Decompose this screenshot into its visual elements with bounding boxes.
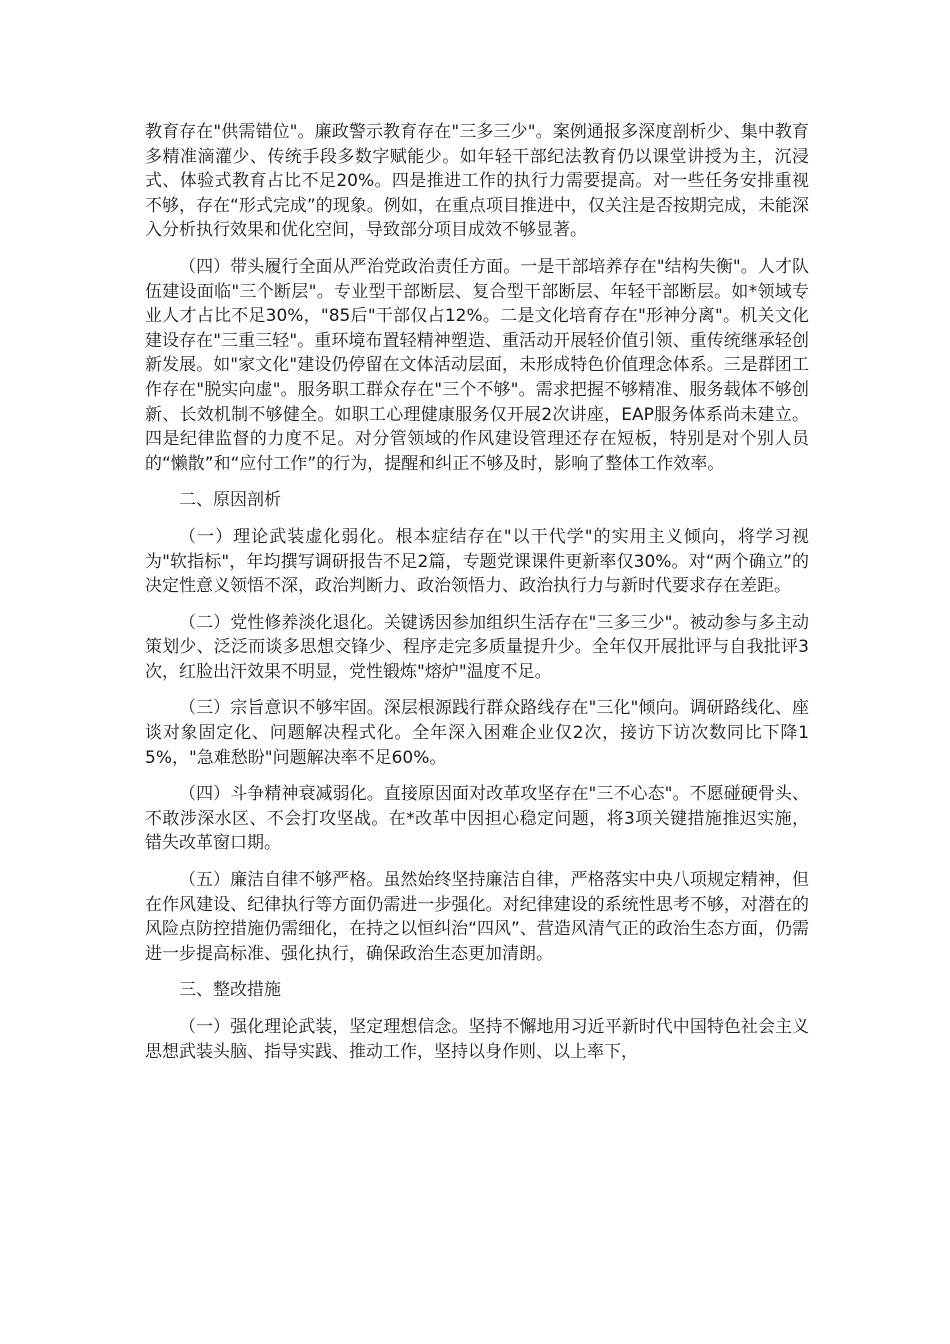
paragraph-cause-4: （四）斗争精神衰减弱化。直接原因面对改革攻坚存在"三不心态"。不愿碰硬骨头、不敢涉深水区、不会打攻坚战。在*改革中因担心稳定问题，将3项关键措施推迟实施，错失改革窗口期。 bbox=[145, 784, 809, 854]
paragraph-education-issues: 教育存在"供需错位"。廉政警示教育存在"三多三少"。案例通报多深度剖析少、集中教育多精准滴灌少、传统手段多数字赋能少。如年轻干部纪法教育仍以课堂讲授为主，沉浸式、体验式教育占比不足20%。四是推进工作的执行力需要提高。对一些任务安排重视不够，存在“形式完成”的现象。例如，在重点项目推进中，仅关注是否按期完成，未能深入分析执行效果和优化空间，导致部分项目成效不够显著。 bbox=[145, 122, 809, 241]
paragraph-cause-1: （一）理论武装虚化弱化。根本症结存在"以干代学"的实用主义倾向，将学习视为"软指标"，年均撰写调研报告不足2篇，专题党课课件更新率仅30%。对“两个确立”的决定性意义领悟不深，政治判断力、政治领悟力、政治执行力与新时代要求存在差距。 bbox=[145, 526, 809, 597]
paragraph-measure-1: （一）强化理论武装，坚定理想信念。坚持不懈地用习近平新时代中国特色社会主义思想武装头脑、指导实践、推动工作，坚持以身作则、以上率下， bbox=[145, 1017, 809, 1062]
section-heading-rectification: 三、整改措施 bbox=[179, 980, 281, 1001]
paragraph-cause-5: （五）廉洁自律不够严格。虽然始终坚持廉洁自律，严格落实中央八项规定精神，但在作风建设、纪律执行等方面仍需进一步强化。对纪律建设的系统性思考不够，对潜在的风险点防控措施仍需细化，在持之以恒纠治“四风”、营造风清气正的政治生态方面，仍需进一步提高标准、强化执行，确保政治生态更加清朗。 bbox=[145, 870, 809, 964]
section-heading-cause-analysis: 二、原因剖析 bbox=[179, 490, 281, 511]
paragraph-responsibility: （四）带头履行全面从严治党政治责任方面。一是干部培养存在"结构失衡"。人才队伍建设面临"三个断层"。专业型干部断层、复合型干部断层、年轻干部断层。如*领域专业人才占比不足30%，"85后"干部仅占12%。二是文化培育存在"形神分离"。机关文化建设存在"三重三轻"。重环境布置轻精神塑造、重活动开展轻价值引领、重传统继承轻创新发展。如"家文化"建设仍停留在文体活动层面，未形成特色价值理念体系。三是群团工作存在"脱实向虚"。服务职工群众存在"三个不够"。需求把握不够精准、服务载体不够创新、长效机制不够健全。如职工心理健康服务仅开展2次讲座，EAP服务体系尚未建立。四是纪律监督的力度不足。对分管领域的作风建设管理还存在短板，特别是对个别人员的“懒散”和“应付工作”的行为，提醒和纠正不够及时，影响了整体工作效率。 bbox=[145, 256, 809, 474]
paragraph-cause-2: （二）党性修养淡化退化。关键诱因参加组织生活存在"三多三少"。被动参与多主动策划少、泛泛而谈多思想交锋少、程序走完多质量提升少。全年仅开展批评与自我批评3次，红脸出汗效果不明显，党性锻炼"熔炉"温度不足。 bbox=[145, 612, 809, 682]
document-body bbox=[145, 120, 809, 1076]
paragraph-cause-3: （三）宗旨意识不够牢固。深层根源践行群众路线存在"三化"倾向。调研路线化、座谈对象固定化、问题解决程式化。全年深入困难企业仅2次，接访下访次数同比下降15%，"急难愁盼"问题解决率不足60%。 bbox=[145, 698, 809, 768]
